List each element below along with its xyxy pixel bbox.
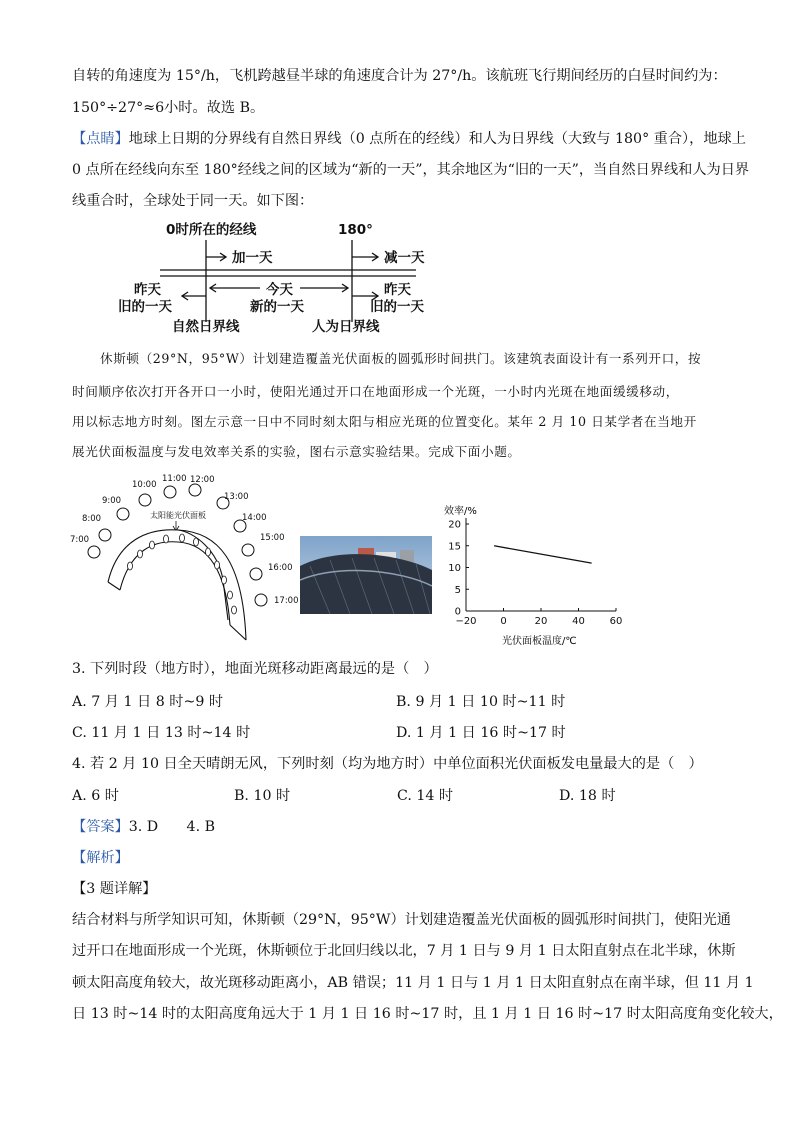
arch-opening xyxy=(222,576,227,584)
time-label: 13:00 xyxy=(224,492,249,502)
arch-opening xyxy=(164,535,169,543)
text-line: 自转的角速度为 15°/h，飞机跨越昼半球的角速度合计为 27°/h。该航班飞行期间经历的白昼时间约为： xyxy=(72,68,727,84)
detail-line: 日 13 时~14 时的太阳高度角远大于 1 月 1 日 16 时~17 时，且 1 月 1 日 16 时~17 时太阳高度角变化较大， xyxy=(72,1006,783,1022)
y-tick-label: 0 xyxy=(454,606,461,618)
text-line: 150°÷27°≈6小时。故选 B。 xyxy=(72,100,265,116)
question-4-stem: 4. 若 2 月 10 日全天晴朗无风，下列时刻（均为地方时）中单位面积光伏面板发电量最大的是（ ） xyxy=(72,756,703,772)
time-label: 17:00 xyxy=(274,596,298,606)
detail-line: 顿太阳高度角较大，故光斑移动距离小，AB 错误；11 月 1 日与 1 月 1 日太阳直射点在南半球，但 11 月 1 xyxy=(72,975,754,991)
detail-line: 过开口在地面形成一个光斑，休斯顿位于北回归线以北，7 月 1 日与 9 月 1 日太阳直射点在北半球，休斯 xyxy=(72,943,736,959)
efficiency-line xyxy=(494,546,592,563)
panel-label: 太阳能光伏面板 xyxy=(150,511,206,520)
time-arch-figure xyxy=(68,470,298,645)
q3-option-a[interactable]: A. 7 月 1 日 8 时~9 时 xyxy=(72,694,224,710)
time-label: 12:00 xyxy=(190,475,215,485)
question-3-stem: 3. 下列时段（地方时），地面光斑移动距离最远的是（ ） xyxy=(72,661,438,677)
arch-opening xyxy=(128,562,133,570)
sun-position xyxy=(117,508,129,520)
efficiency-chart xyxy=(436,498,626,658)
date-line-diagram xyxy=(116,218,436,336)
y-tick-label: 15 xyxy=(448,541,461,553)
dianjing-label: 【点睛】 xyxy=(72,131,129,147)
sun-position xyxy=(242,544,254,556)
diagram-label-add-day: 加一天 xyxy=(232,250,273,266)
analysis-label: 【解析】 xyxy=(72,850,129,866)
diagram-label-yesterday-left: 昨天 xyxy=(134,282,161,298)
dianjing-line xyxy=(72,130,746,148)
q4-option-d[interactable]: D. 18 时 xyxy=(559,788,616,804)
diagram-label-new-day: 新的一天 xyxy=(250,299,304,315)
answer-text: 3. D 4. B xyxy=(128,819,216,835)
time-label: 16:00 xyxy=(268,563,293,573)
q3-option-b[interactable]: B. 9 月 1 日 10 时~11 时 xyxy=(396,694,566,710)
sun-position xyxy=(139,494,151,506)
q4-option-c[interactable]: C. 14 时 xyxy=(397,788,454,804)
sun-position xyxy=(164,486,176,498)
arch-opening xyxy=(180,534,185,542)
text-line: 线重合时，全球处于同一天。如下图： xyxy=(72,193,314,209)
sun-position xyxy=(255,594,267,606)
q3-option-d[interactable]: D. 1 月 1 日 16 时~17 时 xyxy=(396,725,566,741)
detail-line: 结合材料与所学知识可知，休斯顿（29°N，95°W）计划建造覆盖光伏面板的圆弧形时间拱门，使阳光通 xyxy=(72,912,731,928)
q4-option-a[interactable]: A. 6 时 xyxy=(72,788,119,804)
y-tick-label: 10 xyxy=(448,563,461,574)
photo-arch-roof xyxy=(300,554,432,614)
text-line: 0 点所在经线向东至 180°经线之间的区域为“新的一天”，其余地区为“旧的一天”，当自然日界线和人为日界 xyxy=(72,162,750,178)
answer-label: 【答案】 xyxy=(72,819,129,835)
x-tick-label: 60 xyxy=(609,616,623,627)
material-line: 时间顺序依次打开各开口一小时，使阳光通过开口在地面形成一个光斑，一小时内光斑在地面缓缓移动， xyxy=(72,384,679,399)
diagram-label-sub-day: 减一天 xyxy=(384,250,425,266)
time-label: 14:00 xyxy=(242,513,267,523)
arch-opening xyxy=(206,548,211,556)
material-line: 展光伏面板温度与发电效率关系的实验，图右示意实验结果。完成下面小题。 xyxy=(72,444,521,459)
x-tick-label: 20 xyxy=(534,616,548,627)
x-tick-label: −20 xyxy=(455,616,477,627)
q3-option-c[interactable]: C. 11 月 1 日 13 时~14 时 xyxy=(72,725,251,741)
solar-arch-photo xyxy=(300,536,432,614)
diagram-label-today: 今天 xyxy=(266,282,293,298)
chart-xlabel: 光伏面板温度/℃ xyxy=(502,636,577,647)
diagram-label-yesterday-right: 昨天 xyxy=(384,282,411,298)
time-label: 8:00 xyxy=(82,514,102,524)
material-line: 休斯顿（29°N，95°W）计划建造覆盖光伏面板的圆弧形时间拱门。该建筑表面设计有一系列开口，按 xyxy=(100,351,702,366)
q4-option-b[interactable]: B. 10 时 xyxy=(234,788,291,804)
y-tick-label: 5 xyxy=(454,584,461,596)
arch-opening xyxy=(232,606,237,614)
sun-position xyxy=(88,546,100,558)
answer-line xyxy=(72,818,215,836)
x-tick-label: 0 xyxy=(500,616,507,627)
time-label: 7:00 xyxy=(70,535,90,545)
diagram-label-old-day-right: 旧的一天 xyxy=(370,299,424,315)
arch-opening xyxy=(194,538,199,546)
diagram-label-180: 180° xyxy=(338,222,373,238)
time-label: 15:00 xyxy=(260,533,285,543)
diagram-label-artificial-line: 人为日界线 xyxy=(312,319,380,335)
chart-ylabel: 效率/% xyxy=(444,506,477,517)
x-tick-label: 40 xyxy=(572,616,585,627)
material-line: 用以标志地方时刻。图左示意一日中不同时刻太阳与相应光斑的位置变化。某年 2 月 10 日某学者在当地开 xyxy=(72,414,697,429)
detail-label: 【3 题详解】 xyxy=(72,881,157,897)
diagram-label-natural-line: 自然日界线 xyxy=(172,319,240,335)
diagram-label-old-day-left: 旧的一天 xyxy=(118,299,172,315)
time-label: 9:00 xyxy=(102,496,122,506)
arch-opening xyxy=(138,550,143,558)
text-line: 地球上日期的分界线有自然日界线（0 点所在的经线）和人为日界线（大致与 180° 重合），地球上 xyxy=(128,131,746,147)
arch-opening xyxy=(150,541,155,549)
sun-position xyxy=(189,484,201,496)
y-tick-label: 20 xyxy=(448,519,461,531)
arch-opening xyxy=(215,561,220,569)
diagram-label-midnight-meridian: 0时所在的经线 xyxy=(166,222,257,238)
sun-position xyxy=(99,529,111,541)
arch-opening xyxy=(228,591,233,599)
time-label: 11:00 xyxy=(162,474,187,484)
sun-position xyxy=(250,568,262,580)
time-label: 10:00 xyxy=(132,480,157,490)
